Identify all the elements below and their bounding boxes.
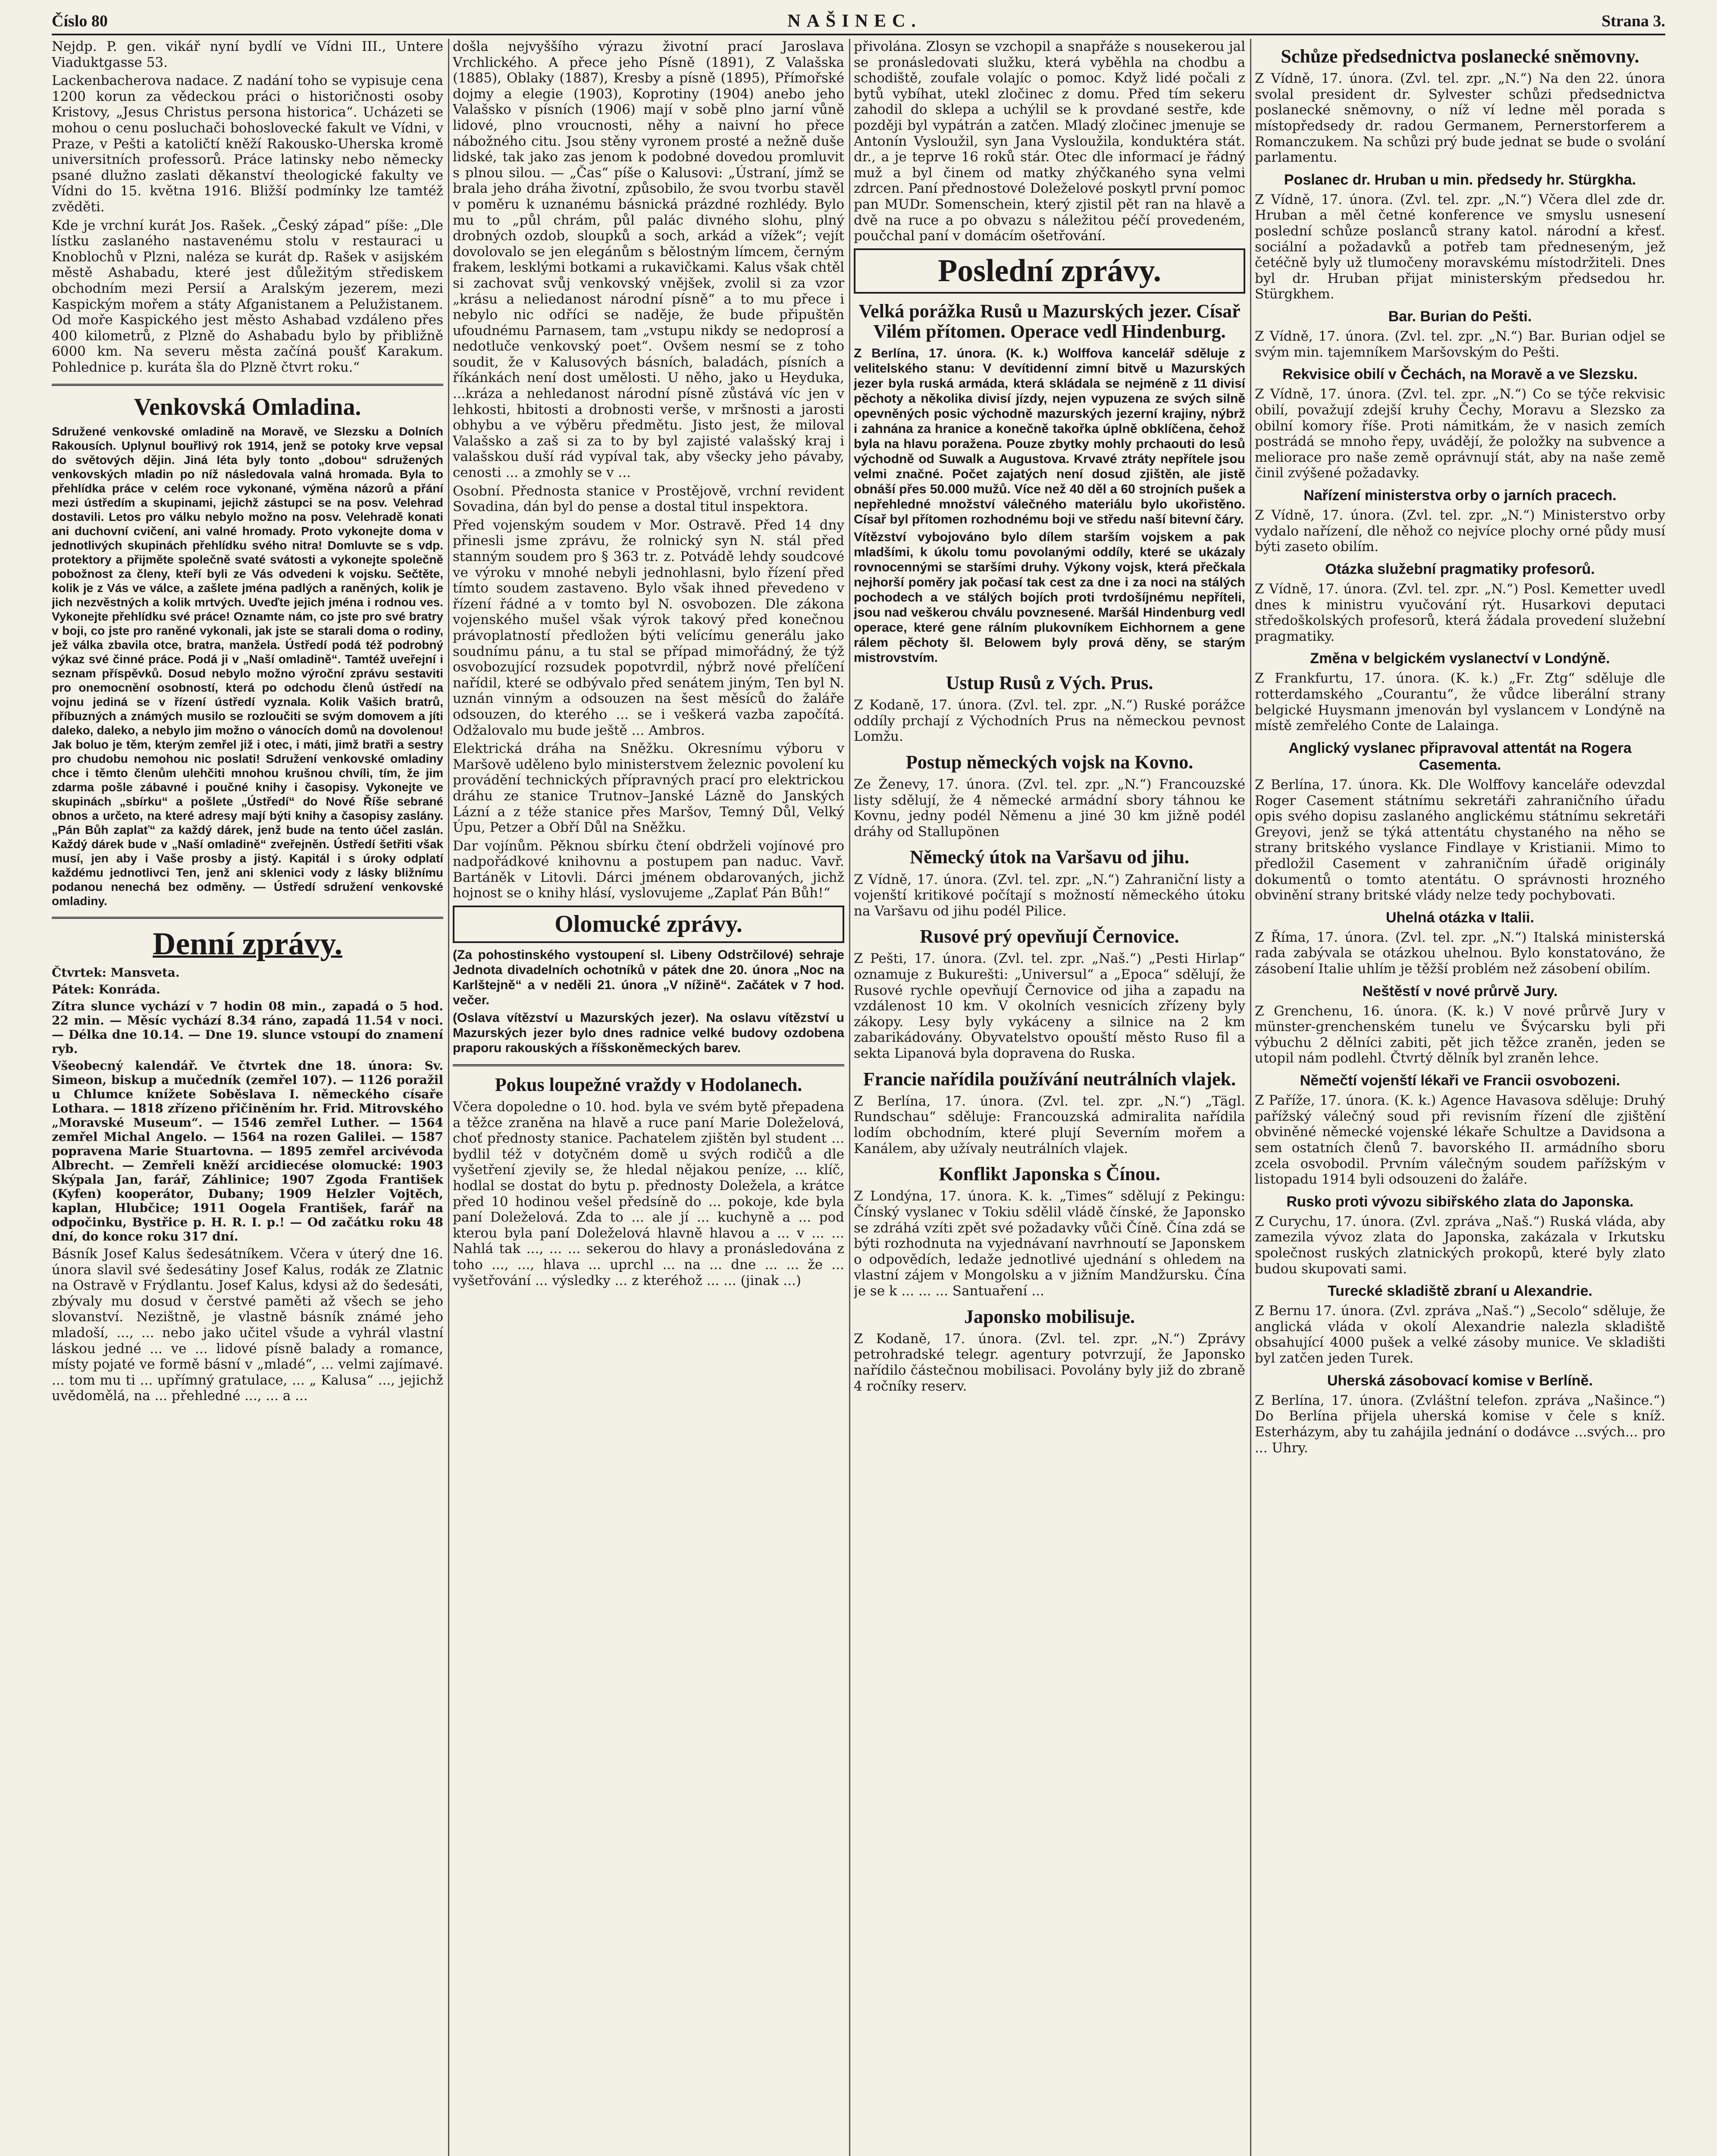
sun-moon-info: Zítra slunce vychází v 7 hodin 08 min., zapadá o 5 hod. 22 min. — Měsíc vychází 8.34 ráno, zapadá 11.54 v noci. — Délka dne 10.14. — Dne 19. slunce vstoupí do znamení ryb.: [52, 999, 443, 1056]
headline-belgicke-vyslanectvi: Změna v belgickém vyslanectví v Londýně.: [1310, 650, 1610, 667]
headline-schuze-predsednictva: Schůze předsednictva poslanecké sněmovny.: [1281, 46, 1639, 67]
headline-japonsko-cina: Konflikt Japonska s Čínou.: [939, 1163, 1160, 1185]
headline-burian: Bar. Burian do Pešti.: [1388, 308, 1532, 325]
article-paragraph: Z Vídně, 17. února. (Zvl. tel. zpr. „N.“) Zahraniční listy a vojenští kritikové počítají s možností německého útoku na Varšavu od jihu podél Pilice.: [854, 871, 1245, 919]
article-paragraph: Lackenbacherova nadace. Z nadání toho se vypisuje cena 1200 korun za vědeckou práci o historičnosti osoby Kristovy, „Jesus Christus persona historica“. Ucházeti se mohou o cenu posluchači bohoslovecké fakult ve Vídni, v Praze, v Pešti a katoličtí kněží Rakousko-Uherska kromě universitních professorů. Práce latinsky nebo německy psané dlužno zaslati děkanství theologické fakulty ve Vídni do 15. května 1916. Bližší podmínky lze tamtéž zvěděti.: [52, 73, 443, 215]
calendar-day: Čtvrtek: Mansveta.: [52, 965, 180, 980]
headline-ustup-rusu: Ustup Rusů z Vých. Prus.: [946, 672, 1153, 693]
calendar-day: Pátek: Konráda.: [52, 982, 160, 997]
headline-nemecti-lekari: Němečtí vojenští lékaři ve Francii osvobozeni.: [1300, 1072, 1620, 1089]
headline-utok-na-varsavu: Německý útok na Varšavu od jihu.: [910, 846, 1189, 868]
headline-uhelna-otazka: Uhelná otázka v Italii.: [1386, 909, 1534, 926]
section-heading-posledni-zpravy: Poslední zprávy.: [937, 253, 1162, 288]
article-paragraph: Včera dopoledne o 10. hod. byla ve svém bytě přepadena a těžce zraněna na hlavě a ruce paní Marie Doleželová, choť přednosty stanice. Pachatelem zjištěn byl student ... bydlil též v dotyčném domě u svých rodičů a dle vyšetření zjevily se, že hledal nějakou peníze, ... klíč, hodlal se dostat do bytu p. přednosty Doležela, a krátce před 10 hodinou vešel předsíně do ... pokoje, kde byla paní Doleželová. Zda to ... ale jí ... kuchyně a ... pod kterou byla paní Doleželová hlavně hlavou a ... v ... ... Nahlá tak ..., ... ... sekerou do hlavy a pronásledována z toho ..., ..., hlava ... uprchl ... na ... dne ... ... že ... vyšetřování ... výsledky ... z kteréhož ... ... (jinak ...): [453, 1099, 844, 1288]
article-paragraph: Kde je vrchní kurát Jos. Rašek. „Český západ“ píše: „Dle lístku zaslaného nastavenému stolu v restauraci u Knoblochů v Plzni, naléza se kurát dp. Rašek v asijském městě Ashabadu, které jest důležitým střediskem obchodním mezi Persií a Aralským jezerem, mezi Kaspickým mořem a státy Afganistanem a Pelužistanem. Od moře Kaspického jest město Ashabad vzdáleno přes 400 kilometrů, z Plzně do Ashabadu bylo by přibližně 6000 km. Na severu města začíná poušť Karakum. Pohlednice p. kuráta šla do Plzně čtvrt roku.“: [52, 217, 443, 375]
article-paragraph: Elektrická dráha na Sněžku. Okresnímu výboru v Maršově uděleno bylo ministerstvem železnic povolení ku provádění technických přípravných prací pro elektrickou dráhu ze stanice Trutnov–Janské Lázně do Janských Lázní a z téže stanice přes Maršov, Temný Důl, Velký Úpu, Petzer a Obří Důl na Sněžku.: [453, 741, 844, 836]
article-paragraph: Z Berlína, 17. února. (K. k.) Wolffova kancelář sděluje z velitelského stanu: V devítidenní zimní bitvě u Mazurských jezer byla ruská armáda, která skládala se nejméně z 11 divisí pěchoty a několika divisí jízdy, nejen vypuzena ze svých silně opevněných posic východně mazurských jezerní krajiny, nýbrž i zahnána za hranice a konečně takořka úplně obklíčena, čehož byla na hlavu poražena. Pouze zbytky mohly prchaouti do lesů východně od Suwalk a Augustova. Krvavé ztráty nepřítele jsou velmi značné. Počet zajatých není dosud zjištěn, ale jistě obnáší přes 50.000 mužů. Více než 40 děl a 60 strojních pušek a nepřehledné množství válečného materiálu bylo ukořistěno. Císař byl přítomen rozhodnému boji ve středu naší bitevní čáry.: [854, 346, 1245, 526]
article-paragraph: Z Kodaně, 17. února. (Zvl. tel. zpr. „N.“) Ruské porážce oddíly prchají z Východních Prus na německou pevnost Lomžu.: [854, 697, 1245, 745]
article-paragraph: Z Vídně, 17. února. (Zvl. tel. zpr. „N.“) Na den 22. února svolal president dr. Sylvester schůzi předsednictva poslanecké sněmovny, o níž ví ledne měl porada s místopředsedy dr. radou Germanem, Pernerstorferem a Romanczukem. Na schůzi prý bude jednat se bude o svolání parlamentu.: [1255, 71, 1665, 166]
newspaper-title: NAŠINEC.: [787, 11, 922, 31]
article-paragraph: Z Berlína, 17. února. Kk. Dle Wolffovy kanceláře odevzdal Roger Casement státnímu sekretáři zahraničního úřadu opis svého dopisu zaslaného anglickému státnímu sekretáři Greyovi, jenž se týká attentátu chystaného na něho se strany britského vyslance Findlaye v Kristianii. Mimo to předložil Casement v zahraničním úřadě originály dokumentů o tomto atentátu. O správnosti hrozného obvinění strany britské vlády nelze tedy pochybovati.: [1255, 777, 1665, 903]
column-1: [52, 39, 443, 2156]
section-heading-venkovska-omladina: Venkovská Omladina.: [134, 394, 361, 421]
article-paragraph: Z Curychu, 17. února. (Zvl. zpráva „Naš.“) Ruská vláda, aby zamezila vývoz zlata do Japonska, zakázala v Irkutsku společnost ruských zlatnických prokopů, které byly zlato budou skupovati sami.: [1255, 1213, 1665, 1277]
article-paragraph: Básník Josef Kalus šedesátníkem. Včera v úterý dne 16. února slavil své šedesátiny Josef Kalus, rodák ze Zlatnic na Ostravě v Frýdlantu. Josef Kalus, kdysi až do šedesáti, zbývaly mu dosud v čerstvé paměti až všech se jeho slovanství. Nezištně, je vlastně básník známé jeho mladoší, ..., ... nebo jako učitel všude a vyhrál vlastní láskou jedné ... ve ... lidové písně balady a romance, místy pojaté ve formě básní v „mladé“, ... velmi zajímavé. ... tom mu ti ... upřímný gratulace, ... „ Kalusa“ ..., jejichž uvědomělá, na ... přehledné ..., ... a ...: [52, 1246, 443, 1404]
article-paragraph: Před vojenským soudem v Mor. Ostravě. Před 14 dny přinesli jsme zprávu, že rolnický syn N. stál před stanným soudem pro § 363 tr. z. Potvádě lehdy soudcové ve výroku v mnohé nebyli jednohlasni, bylo řízení před tímto soudem zastaveno. Bylo však ihned převedeno v řízení řádné a v tomto byl N. osvobozen. Dle zákona vojenského mušel však výrok takový před konečnou právoplatností předložen býti velícímu generálu jako soudnímu pánu, a tu stal se případ mimořádný, že týž osvobozující rozsudek popotvrdil, nýbrž nové přelíčení nařídil, které se odbývalo před senátem jiným, Ten byl N. uznán vinným a odsouzen na šest měsíců do žaláře odsouzen, do kterého ... se i veškerá vazba započítá. Odžalovalo mu bude ještě ... Ambros.: [453, 517, 844, 738]
article-paragraph: Z Pešti, 17. února. (Zvl. tel. zpr. „Naš.“) „Pesti Hirlap“ oznamuje z Bukurešti: „Universul“ a „Epoca“ sdělují, že Rusové rychle opevňují Černovice od jiha a zapadu na vzdálenost 10 km. V okolních vesnicích zřízeny byly zákopy. Lesy byly vykáceny a silnice na 2 km zabarikádovány. Obyvatelstvo opouští město Ruso fil a sekta Lipanová byla dopravena do Ruska.: [854, 951, 1245, 1062]
column-2: [453, 39, 844, 2156]
posledni-zpravy-box: [854, 248, 1245, 294]
article-paragraph: Sdružené venkovské omladině na Moravě, ve Slezsku a Dolních Rakousích. Uplynul bouřlivý rok 1914, jenž se potoky krve vepsal do světových dějin. Jiná léta byly tonto „dobou“ sdružených venkovských mladin po níž následovala valná hromada. Byla to přehlídka práce v celém roce vykonané, výměna názorů a přání mezi ústředím a skupinami, jejichž zástupci se na posv. Velehrad dostavili. Letos pro válku nebylo možno na posv. Velehradě konati ani duchovní cvičení, ani valné hromady. Proto vykonejte doma v jednotlivých skupinách přehlídku svého nitra! Domluvte se s vdp. protektory a přijměte společně svaté svátosti a vykonejte společně pobožnost za členy, kteří byli ze Vás odvedeni k vojsku. Sečtěte, kolik je z Vás ve válce, a zašlete jména padlých a raněných, kolik je jich nezvěstných a kolik mrtvých. Uveďte jejich jména i rodnou ves. Vykonejte přehlídku své práce! Oznamte nám, co jste pro své bratry v boji, co jste pro raněné vykonali, jak jste se starali doma o rodiny, jež válka zbavila otce, bratra, manžela. Ústředí podá též podrobný výkaz své činné práce. Podá ji v „Naší omladině“. Tamtéž uveřejní i seznam příspěvků. Dosud nebylo možno výroční zprávu sestaviti pro onemocnění osobností, která po odchodu členů ústředí na vojnu jediná se v řízení ústředí vyznala. Kolik Vašich bratrů, příbuzných a známých musilo se rozloučiti se svým domovem a jíti daleko, daleko, a nebylo jim možno o vánocích domů na dovolenou! Jak boluo je těm, kterým zemřel již i otec, i máti, jimž bratři a sestry pro chudobu nemohou nic poslati! Sdružení venkovské omladiny chce i těmto členům ulehčiti mnohou krušnou chvíli, tím, že jim zdarma pošle zábavné i poučné knihy i časopisy. Vykonejte ve skupinách „sbírku“ a pošlete „Ústředí“ do Nové Říše sebrané obnos a určeto, na které adresy mají býti knihy a časopisy zaslány. „Pán Bůh zaplať“ za každý dárek, jenž bude na tento účel zaslán. Každý dárek bude v „Naší omladině“ zveřejněn. Ústředí šetřiti však musí, jen aby i Vaše prosby a jistý. Kapitál i s úroky odplatí každému jednotlivci Ten, jenž ani sklenici vody z lásky bližnímu podanou nenechá bez odměny. — Ústředí sdružení venkovské omladiny.: [52, 425, 443, 908]
article-paragraph: Z Kodaně, 17. února. (Zvl. tel. zpr. „N.“) Zprávy petrohradské telegr. agentury potvrzují, že Japonsko nařídilo částečnou mobilisaci. Povolány byly již do zbraně 4 ročníky reserv.: [854, 1331, 1245, 1394]
headline-rekvisice: Rekvisice obilí v Čechách, na Moravě a ve Slezsku.: [1282, 366, 1638, 383]
article-paragraph: Z Vídně, 17. února. (Zvl. tel. zpr. „N.“) Posl. Kemetter uvedl dnes k ministru vyučování rýt. Husarkovi deputaci středoškolských profesorů, která žádala provedení služební pragmatiky.: [1255, 581, 1665, 644]
article-paragraph: Z Berlína, 17. února. (Zvláštní telefon. zpráva „Našince.“) Do Berlína přijela uherská komise v čele s kníž. Esterházym, aby tu zahájila jednání o dodávce ...svých... pro ... Uhry.: [1255, 1392, 1665, 1456]
article-paragraph: Osobní. Přednosta stanice v Prostějově, vrchní revident Sovadina, dán byl do pense a dostal titul inspektora.: [453, 483, 844, 515]
section-heading-pokus-vrazdy: Pokus loupežné vraždy v Hodolanech.: [495, 1074, 802, 1095]
headline-postup-na-kovno: Postup německých vojsk na Kovno.: [905, 751, 1194, 773]
headline-sibirske-zlato: Rusko proti vývozu sibiřského zlata do Japonska.: [1286, 1193, 1634, 1210]
article-paragraph: Ze Ženevy, 17. února. (Zvl. tel. zpr. „N.“) Francouzské listy sdělují, že 4 německé armádní sbory táhnou ke Kovnu, jedny podél Němenu a jiné 30 km jižně podél dráhy od Stallupönen: [854, 776, 1245, 840]
column-3: [854, 39, 1245, 2156]
headline-uherska-komise: Uherská zásobovací komise v Berlíně.: [1327, 1372, 1593, 1389]
headline-hruban: Poslanec dr. Hruban u min. předsedy hr. Stürgkha.: [1284, 171, 1636, 188]
column-4: [1255, 39, 1665, 2156]
section-rule: [453, 1064, 844, 1066]
general-calendar: Všeobecný kalendář. Ve čtvrtek dne 18. února: Sv. Simeon, biskup a mučedník (zemřel 107). — 1126 poražil u Chlumce knížete Soběslava I. německého císaře Lothara. — 1818 zřízeno přičiněním hr. Frid. Mitrovského „Moravské Museum“. — 1546 zemřel Luther. — 1564 zemřel Michal Angelo. — 1564 na rozen Galilei. — 1587 popravena Marie Stuartovna. — 1895 zemřel arcivévoda Albrecht. — Zemřeli kněží arcidiecése olomucké: 1903 Skýpala Jan, farář, Záhlinice; 1907 Zgoda František (Kyfen) kooperátor, Dubany; 1909 Helzler Vojtěch, kaplan, Hlubčice; 1911 Oogela František, farář na odpočinku, Bystřice p. H. R. I. p.! — Od začátku roku 48 dní, do konce roku 317 dní.: [52, 1058, 443, 1244]
headline-japonsko-mobilisuje: Japonsko mobilisuje.: [964, 1306, 1135, 1327]
headline-narizeni-orby: Nařízení ministerstva orby o jarních pracech.: [1303, 487, 1617, 504]
section-rule: [52, 917, 443, 919]
headline-porazka-rusu: Velká porážka Rusů u Mazurských jezer. Císař Vilém přítomen. Operace vedl Hindenburg.: [858, 301, 1241, 342]
column-divider: [448, 39, 449, 2156]
article-paragraph: Z Frankfurtu, 17. února. (K. k.) „Fr. Ztg“ sděluje dle rotterdamského „Courantu“, že vůdce liberální strany belgické Huysmann jmenován byl vyslancem v Londýně na místě zemřelého Conte de Lalainga.: [1255, 671, 1665, 734]
section-heading-olomoucke-zpravy: Olomucké zprávy.: [555, 911, 743, 938]
article-paragraph: (Za pohostinského vystoupení sl. Libeny Odstrčilové) sehraje Jednota divadelních ochotníků v pátek dne 20. února „Noc na Karlštejně“ a v neděli 21. února „V nížině“. Začátek v 7 hod. večer.: [453, 947, 844, 1007]
headline-cernovice: Rusové prý opevňují Černovice.: [920, 926, 1179, 947]
article-paragraph: Z Říma, 17. února. (Zvl. tel. zpr. „N.“) Italská ministerská rada zabývala se otázkou uhelnou. Bylo konstatováno, že zásobení Italie uhlím je těžší problém než zásobení obilím.: [1255, 929, 1665, 977]
article-paragraph: Z Vídně, 17. února. (Zvl. tel. zpr. „N.“) Bar. Burian odjel se svým min. tajemníkem Maršovským do Pešti.: [1255, 329, 1665, 360]
page-header: [52, 11, 1665, 31]
article-paragraph: Vítězství vybojováno bylo dílem starším vojskem a pak mladšími, k úkolu tomu povolanými oddíly, které se ukázaly rovnocennými se staršími druhy. Výkony vojsk, která přečkala nejhorší poměry jak počasí tak cest za dne i za noci na stálých pochodech a ve stálých bojích proti tvrdošíjnému nepříteli, jsou nad veškerou chválu povznesené. Maršál Hindenburg vedl operace, které gene rálním plukovníkem Eichhornem a gene rálem pěchoty šl. Belowem byly prová děny, se starým mistrovstvím.: [854, 530, 1245, 665]
headline-nestesti-jura: Neštěstí v nové průrvě Jury.: [1362, 983, 1558, 1000]
article-paragraph: Nejdp. P. gen. vikář nyní bydlí ve Vídni III., Untere Viaduktgasse 53.: [52, 39, 443, 70]
issue-number: Číslo 80: [52, 12, 108, 30]
headline-skladiste-zbrani: Turecké skladiště zbraní u Alexandrie.: [1327, 1283, 1593, 1300]
article-paragraph: Z Paříže, 17. února. (K. k.) Agence Havasova sděluje: Druhý pařížský válečný soud při revisním řízení dle zjištění obviněné německé vojenské lékaře Schultze a Davidsona a sem ostatních členů 7. bavorského II. armádního sboru zcela osvobodil. Prvním válečným soudem pařížským v listopadu 1914 byli odsouzeni do žaláře.: [1255, 1093, 1665, 1188]
article-paragraph: (Oslava vítězství u Mazurských jezer). Na oslavu vítězství u Mazurských jezer bylo dnes radnice velké budovy ozdobena praporu rakouských a říšskoněmeckých barev.: [453, 1010, 844, 1055]
section-rule: [52, 384, 443, 386]
column-divider: [849, 39, 850, 2156]
article-paragraph: Z Vídně, 17. února. (Zvl. tel. zpr. „N.“) Co se týče rekvisic obilí, považují zdejší kruhy Čechy, Moravu a Slezsko za obilní komory říše. Proti námitkám, že v nasich zemích postrádá se mnoho řepy, uvádějí, že položky na subvence a meliorace pro naše země oprávnují stát, aby na naše země činil zvýšené požadavky.: [1255, 386, 1665, 481]
article-paragraph: došla nejvyššího výrazu životní prací Jaroslava Vrchlického. A přece jeho Písně (1891), Z Valašska (1885), Oblaky (1887), Kresby a písně (1895), Přímořské dojmy a elegie (1903), Koprotiny (1904) anebo jeho Valašsko v písních (1906) mají v sobě plno jarní vůně lidové, plno vroucnosti, něhy a naivní ho přece nábožného citu. Jsou stěny vyronem prosté a nežně duše lidské, tak jako zas jenom k podobné dovedou promluvit s plnou silou. — „Čas“ píše o Kalusovi: „Ústraní, jímž se brala jeho dráha životní, způsobilo, že svou tvorbu stavěl v poměru k uznanému básnická prázdné rozhlédy. Bylo mu to „půl chrám, půl palác divného slohu, plný drobných ozdob, sloupků a soch, arkád a vížek“; vejít dovolovalo se jen elegánům s bělostným límcem, černým frakem, lesklými botkami a rukavičkami. Kalus však chtěl si zachovat svůj venkovský vnějšek, zvolil si za vzor „krásu a neliedanost národní písně“ a to mu přece i nebylo nic odříci se naděje, že bude připuštěn ufoudnému Parnasem, tam „vstupu nikdy se nedoprosí a nedotluče venkovský poet“. Ovšem nesmí se z toho soudit, že v Kalusových básních, baladách, písních a říkánkách není dost umělosti. U něho, jako u Heyduka, ...kráza a nehledanost národní písně zůstává víc jen v lehkosti, hbitosti a drobnosti verše, v mršnosti a jarosti obhybu a ve výběru předmětu. Jisto jest, že miloval Valašsko a zaš si za to by byl zajisté valašský kraj i valašskou duší rád vypíval tak, aby všecky jeho pávaby, cenosti ... a zmohly se v ...: [453, 39, 844, 481]
section-heading-denni-zpravy: Denní zprávy.: [153, 926, 342, 962]
article-paragraph: Dar vojínům. Pěknou sbírku čtení obdrželi vojínové pro nadpořádkové knihovnu a postupem pan naduc. Vavř. Bartáněk v Litovli. Dárci jménem obdarovaných, jichž hojnost se o knihy hlásí, vyslovujeme „Zaplať Pán Bůh!“: [453, 838, 844, 901]
article-paragraph: Z Grenchenu, 16. února. (K. k.) V nové průrvě Jury v münster-grenchenském tunelu ve Švýcarsku byli při výbuchu 2 dělníci zabiti, pět jich těžce zraněn, jeden se utopil nám podlehl. Čtvrtý dělník byl zraněn lehce.: [1255, 1003, 1665, 1066]
headline-neutralni-vlajky: Francie nařídila používání neutrálních vlajek.: [863, 1068, 1236, 1090]
article-paragraph: Z Vídně, 17. února. (Zvl. tel. zpr. „N.“) Včera dlel zde dr. Hruban a měl četné konference ve smyslu usnesení poslední schůze poslanců strany katol. národní a křesť. sociální a požadavků a potřeb tam předneseným, jež četéčně byly už tlumočeny moravskému místodržiteli. Dnes byl dr. Hruban přijat ministerským předsedou hr. Stürgkhem.: [1255, 191, 1665, 302]
article-paragraph: Z Vídně, 17. února. (Zvl. tel. zpr. „N.“) Ministerstvo orby vydalo nařízení, dle něhož co nejvíce plochy orné půdy musí býti zaseto obilím.: [1255, 508, 1665, 555]
column-divider: [1250, 39, 1251, 2156]
page-number: Strana 3.: [1601, 12, 1665, 30]
article-paragraph: Z Bernu 17. února. (Zvl. zpráva „Naš.“) „Secolo“ sděluje, že anglická vláda v okolí Alexandrie nalezla skladiště obsahující 4000 pušek a velké zásoby munice. Ve skladišti byl zatčen jeden Turek.: [1255, 1303, 1665, 1366]
article-paragraph: Z Londýna, 17. února. K. k. „Times“ sdělují z Pekingu: Čínský vyslanec v Tokiu sdělil vládě čínské, že Japonsko se zdráhá vzíti zpět své požadavky vůči Číně. Čína zdá se býti rozhodnuta na vyjednávaní navrhnoutí se Japonskem o odpovědích, ledaže jednotlivé ujednání s ohledem na vlastní zájem v Mongolsku a v jižním Mandžursku. Čína je se k ... ... ... Santuaření ...: [854, 1188, 1245, 1299]
article-paragraph: přivolána. Zlosyn se vzchopil a snapřáže s nousekerou jal se pronásledovati služku, která vyběhla na chodbu a schodiště, zoufale volajíc o pomoc. Když lidé počali z bytů vybíhat, utekl zločinec z domu. Před tím sekeru zahodil do sklepa a uchýlil se k provdané sestře, kde později byl vypátrán a zatčen. Mladý zločinec jmenuje se Antonín Vysloužil, syn Jana Vysloužila, konduktéra stát. dr., a je teprve 16 roků stár. Otec dle informací je řádný muž a byl činem od matky zhýčkaného syna velmi zdrcen. Paní přednostové Doleželové poskytl první pomoc pan MUDr. Somenschein, který zjistil pět ran na hlavě a dvě na ruce a po obvazu s náležitou péčí provedeném, poučchal paní v domácím ošetřování.: [854, 39, 1245, 244]
headline-pragmatika: Otázka služební pragmatiky profesorů.: [1325, 561, 1595, 577]
olomoucke-zpravy-box: [453, 906, 844, 943]
article-paragraph: Z Berlína, 17. února. (Zvl. tel. zpr. „N.“) „Tägl. Rundschau“ sděluje: Francouzská admiralita nařídila lodím obchodním, které plují Severním mořem a Kanálem, aby užívaly neutrálních vlajek.: [854, 1093, 1245, 1156]
header-rule: [52, 34, 1665, 35]
headline-casement: Anglický vyslanec připravoval attentát na Rogera Casementa.: [1288, 740, 1632, 773]
